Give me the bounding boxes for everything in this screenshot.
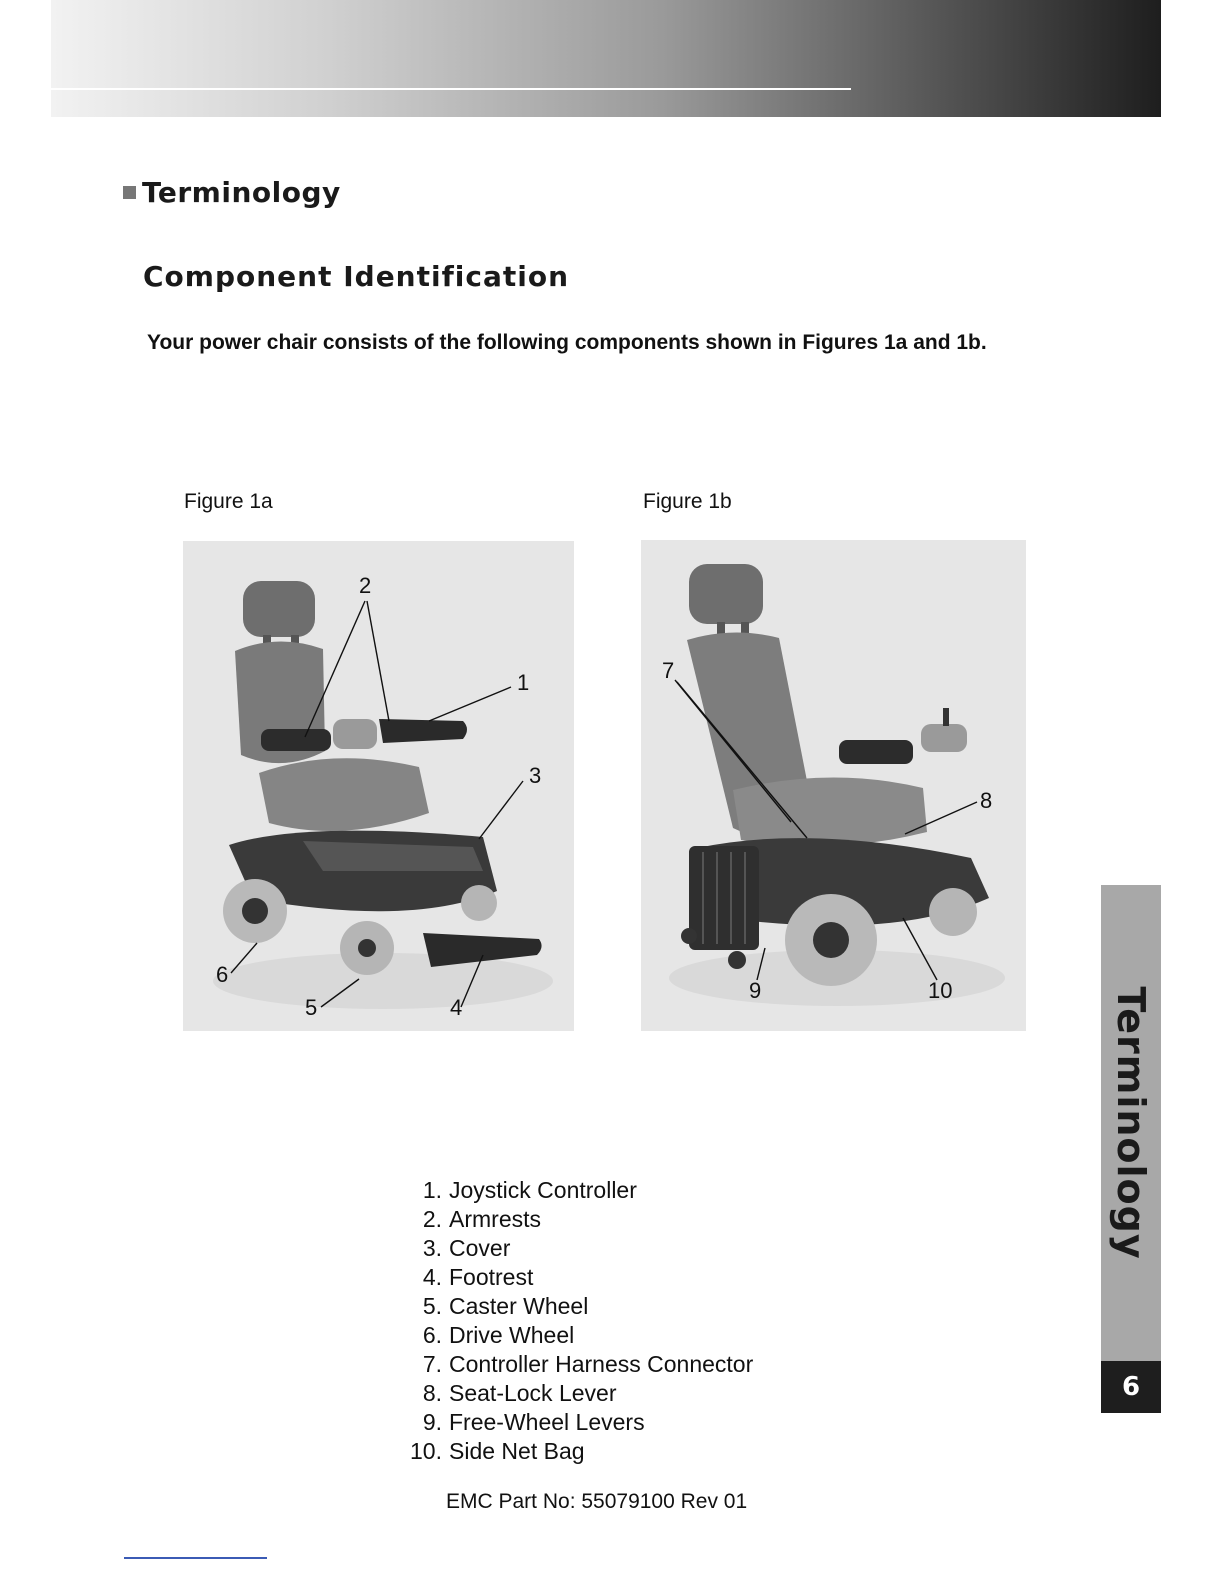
list-item-label: Seat-Lock Lever <box>449 1380 617 1406</box>
power-chair-rear-illustration <box>641 540 1026 1031</box>
list-item <box>398 1292 753 1321</box>
list-item <box>398 1176 753 1205</box>
list-item <box>398 1408 753 1437</box>
list-item-label: Drive Wheel <box>449 1322 575 1348</box>
fig1a-label-5: 5 <box>305 995 318 1020</box>
component-list <box>398 1176 753 1466</box>
list-item <box>398 1350 753 1379</box>
list-item-label: Cover <box>449 1235 511 1261</box>
list-item-label: Joystick Controller <box>449 1177 637 1203</box>
list-item <box>398 1321 753 1350</box>
list-item <box>398 1379 753 1408</box>
figure-1a-photo <box>183 541 574 1031</box>
section-heading-text: Terminology <box>142 176 341 209</box>
power-chair-front-illustration <box>183 541 574 1031</box>
figure-1b-caption: Figure 1b <box>643 490 732 513</box>
fig1a-label-6: 6 <box>216 962 229 987</box>
header-rule <box>51 88 851 90</box>
list-item-label: Free-Wheel Levers <box>449 1409 645 1435</box>
fig1b-label-10: 10 <box>928 978 953 1003</box>
figure-1a-caption: Figure 1a <box>184 490 273 513</box>
fig1a-label-2: 2 <box>359 573 372 598</box>
side-tab <box>1101 885 1161 1361</box>
list-item-label: Armrests <box>449 1206 541 1232</box>
list-item-number: 9. <box>422 1409 442 1435</box>
header-gradient-band <box>51 0 1161 117</box>
section-heading <box>123 176 341 209</box>
figure-1b-photo <box>641 540 1026 1031</box>
fig1b-label-9: 9 <box>749 978 762 1003</box>
list-item-number: 6. <box>422 1322 442 1348</box>
fig1b-label-8: 8 <box>980 788 993 813</box>
sub-heading: Component Identification <box>143 260 570 293</box>
list-item <box>398 1437 753 1466</box>
list-item-number: 4. <box>422 1264 442 1290</box>
fig1a-label-4: 4 <box>450 995 463 1020</box>
intro-text: Your power chair consists of the following components shown in Figures 1a and 1b. <box>147 331 987 354</box>
list-item-number: 3. <box>422 1235 442 1261</box>
side-tab-label: Terminology <box>1109 986 1153 1260</box>
list-item <box>398 1263 753 1292</box>
list-item <box>398 1205 753 1234</box>
square-bullet-icon <box>123 186 136 199</box>
list-item-number: 5. <box>422 1293 442 1319</box>
part-number: EMC Part No: 55079100 Rev 01 <box>446 1490 748 1513</box>
list-item-label: Side Net Bag <box>449 1438 585 1464</box>
list-item-number: 2. <box>422 1206 442 1232</box>
list-item-number: 1. <box>422 1177 442 1203</box>
list-item-label: Caster Wheel <box>449 1293 589 1319</box>
list-item-label: Footrest <box>449 1264 534 1290</box>
page-number: 6 <box>1101 1361 1161 1413</box>
list-item-number: 8. <box>422 1380 442 1406</box>
list-item <box>398 1234 753 1263</box>
fig1a-label-1: 1 <box>517 670 530 695</box>
fig1a-label-3: 3 <box>529 763 542 788</box>
list-item-label: Controller Harness Connector <box>449 1351 754 1377</box>
list-item-number: 7. <box>422 1351 442 1377</box>
footer-link-line <box>124 1557 267 1559</box>
fig1b-label-7: 7 <box>662 658 675 683</box>
list-item-number: 10. <box>410 1438 442 1464</box>
